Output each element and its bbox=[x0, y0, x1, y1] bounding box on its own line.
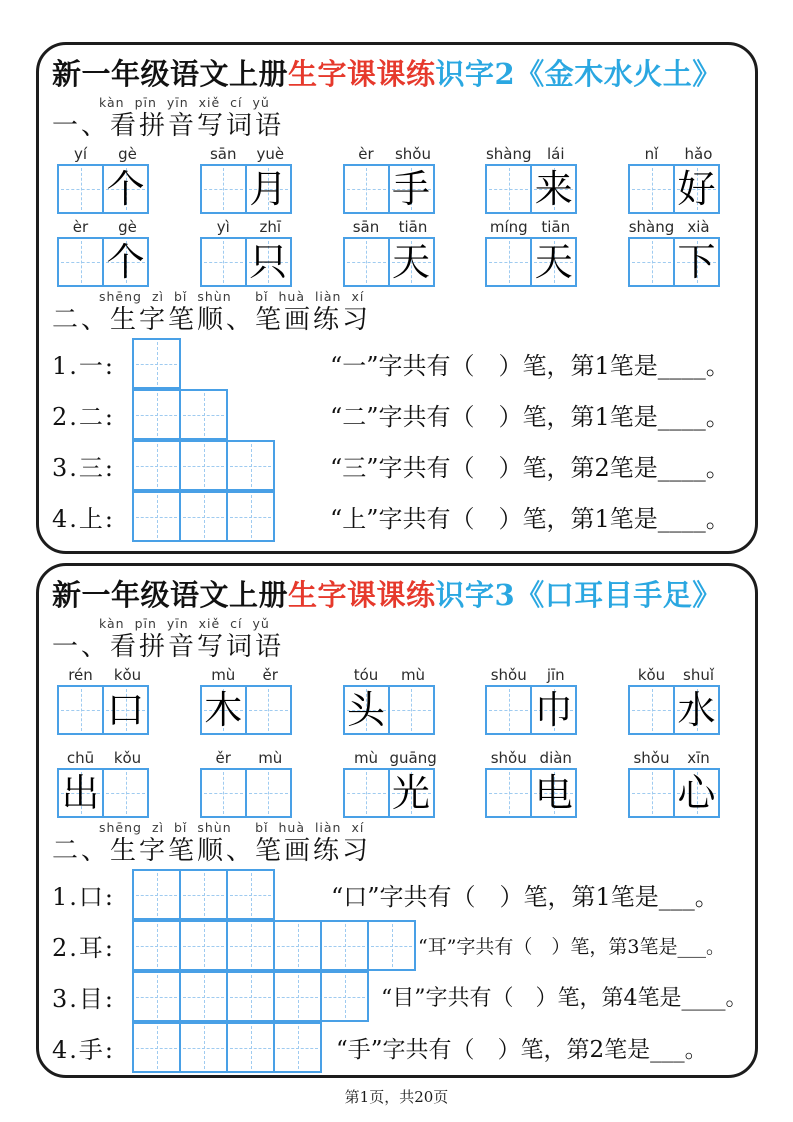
practice-row bbox=[52, 440, 755, 491]
tianzige-box bbox=[57, 768, 104, 818]
character-glyph: 光 bbox=[391, 771, 430, 815]
pinyin-syllable: yuè bbox=[256, 145, 285, 163]
word-item bbox=[628, 748, 722, 818]
word-pinyin bbox=[628, 217, 722, 237]
tianzige-box bbox=[200, 768, 247, 818]
tianzige-box bbox=[132, 440, 181, 491]
practice-row bbox=[52, 869, 755, 920]
word-pinyin bbox=[200, 748, 294, 768]
word-pinyin bbox=[57, 217, 151, 237]
pinyin-syllable: jīn bbox=[546, 666, 565, 684]
word-item bbox=[343, 217, 437, 287]
word-item bbox=[485, 748, 579, 818]
tianzige-box bbox=[388, 768, 435, 818]
tianzige-box bbox=[628, 237, 675, 287]
tianzige-box bbox=[132, 971, 181, 1022]
tianzige-box bbox=[132, 491, 181, 542]
word-item bbox=[57, 665, 151, 735]
word-grid-row bbox=[57, 748, 722, 818]
practice-row bbox=[52, 491, 755, 542]
character-grid-pair bbox=[57, 237, 151, 287]
tianzige-box bbox=[673, 685, 720, 735]
word-grid-row bbox=[57, 217, 722, 287]
practice-label: 2.二: bbox=[52, 403, 115, 431]
tianzige-box bbox=[673, 237, 720, 287]
practice-row bbox=[52, 1022, 755, 1073]
tianzige-box bbox=[530, 685, 577, 735]
word-pinyin bbox=[57, 144, 151, 164]
word-pinyin bbox=[485, 144, 579, 164]
practice-grid bbox=[132, 920, 416, 971]
tianzige-box bbox=[273, 920, 322, 971]
title-segment-cyan: 识字3《口耳目手足》 bbox=[435, 578, 722, 612]
pinyin-syllable: míng bbox=[489, 218, 528, 236]
word-pinyin bbox=[628, 144, 722, 164]
tianzige-box bbox=[673, 768, 720, 818]
pinyin-syllable: mù bbox=[353, 749, 379, 767]
pinyin-syllable: xīn bbox=[687, 749, 710, 767]
character-glyph: 水 bbox=[677, 688, 716, 732]
tianzige-box bbox=[226, 971, 275, 1022]
tianzige-box bbox=[245, 237, 292, 287]
pinyin-syllable: tiān bbox=[398, 218, 428, 236]
section2-pinyin-label: shēng zì bǐ shùn bǐ huà liàn xí bbox=[99, 820, 365, 835]
section1-heading: 一、看拼音写词语 bbox=[52, 632, 285, 662]
tianzige-box bbox=[200, 685, 247, 735]
character-grid-pair bbox=[57, 164, 151, 214]
word-item bbox=[200, 748, 294, 818]
character-glyph: 巾 bbox=[534, 688, 573, 732]
pinyin-syllable: kǒu bbox=[637, 666, 666, 684]
word-pinyin bbox=[628, 665, 722, 685]
practice-row bbox=[52, 971, 755, 1022]
tianzige-box bbox=[367, 920, 416, 971]
pinyin-syllable: sān bbox=[209, 145, 237, 163]
pinyin-syllable: mù bbox=[258, 749, 283, 767]
word-item bbox=[628, 217, 722, 287]
tianzige-box bbox=[57, 164, 104, 214]
character-glyph: 个 bbox=[106, 167, 145, 211]
practice-question: “口”字共有（ ）笔，第1笔是___。 bbox=[331, 883, 719, 911]
word-item bbox=[343, 748, 437, 818]
character-glyph: 手 bbox=[391, 167, 430, 211]
pinyin-syllable: shǒu bbox=[394, 145, 431, 163]
character-glyph: 电 bbox=[534, 771, 573, 815]
character-grid-pair bbox=[200, 685, 294, 735]
character-grid-pair bbox=[485, 685, 579, 735]
character-glyph: 来 bbox=[534, 167, 573, 211]
word-pinyin bbox=[57, 665, 151, 685]
character-glyph: 月 bbox=[249, 167, 288, 211]
pinyin-syllable: guāng bbox=[389, 749, 437, 767]
tianzige-box bbox=[132, 338, 181, 389]
tianzige-box bbox=[200, 237, 247, 287]
pinyin-syllable: shǒu bbox=[633, 749, 670, 767]
tianzige-box bbox=[179, 869, 228, 920]
tianzige-box bbox=[485, 237, 532, 287]
tianzige-box bbox=[320, 971, 369, 1022]
tianzige-box bbox=[628, 164, 675, 214]
tianzige-box bbox=[273, 1022, 322, 1073]
practice-question: “三”字共有（ ）笔，第2笔是____。 bbox=[330, 454, 730, 482]
character-glyph: 木 bbox=[204, 688, 243, 732]
word-item bbox=[200, 144, 294, 214]
tianzige-box bbox=[102, 768, 149, 818]
practice-label: 2.耳: bbox=[52, 934, 115, 962]
word-item bbox=[628, 144, 722, 214]
practice-list bbox=[52, 338, 755, 542]
practice-grid bbox=[132, 971, 369, 1022]
pinyin-syllable: ěr bbox=[262, 666, 278, 684]
character-grid-pair bbox=[628, 237, 722, 287]
word-item bbox=[485, 665, 579, 735]
practice-grid bbox=[132, 1022, 322, 1073]
tianzige-box bbox=[343, 768, 390, 818]
practice-question: “耳”字共有（ ）笔，第3笔是___。 bbox=[418, 936, 726, 958]
practice-grid bbox=[132, 869, 275, 920]
practice-question: “目”字共有（ ）笔，第4笔是____。 bbox=[381, 986, 748, 1011]
tianzige-box bbox=[530, 164, 577, 214]
tianzige-box bbox=[388, 685, 435, 735]
word-pinyin bbox=[485, 217, 579, 237]
character-glyph: 出 bbox=[61, 771, 100, 815]
practice-question: “一”字共有（ ）笔，第1笔是____。 bbox=[330, 352, 730, 380]
tianzige-box bbox=[343, 164, 390, 214]
section1-pinyin-label: kàn pīn yīn xiě cí yǔ bbox=[99, 616, 270, 631]
pinyin-syllable: ěr bbox=[215, 749, 231, 767]
worksheet-card-1 bbox=[36, 42, 758, 554]
practice-grid bbox=[132, 338, 181, 389]
pinyin-syllable: shàng bbox=[485, 145, 532, 163]
tianzige-box bbox=[226, 920, 275, 971]
character-grid-pair bbox=[57, 685, 151, 735]
section2-heading: 二、生字笔顺、笔画练习 bbox=[52, 305, 372, 335]
character-grid-pair bbox=[343, 237, 437, 287]
pinyin-syllable: rén bbox=[68, 666, 93, 684]
word-item bbox=[57, 144, 151, 214]
pinyin-syllable: nǐ bbox=[644, 145, 659, 163]
pinyin-syllable: zhī bbox=[259, 218, 282, 236]
word-pinyin bbox=[343, 665, 437, 685]
tianzige-box bbox=[388, 237, 435, 287]
pinyin-syllable: diàn bbox=[539, 749, 572, 767]
character-glyph: 下 bbox=[677, 240, 716, 284]
word-pinyin bbox=[57, 748, 151, 768]
pinyin-syllable: gè bbox=[118, 218, 137, 236]
practice-question: “上”字共有（ ）笔，第1笔是____。 bbox=[330, 505, 730, 533]
tianzige-box bbox=[57, 237, 104, 287]
page-footer: 第1页，共20页 bbox=[344, 1088, 449, 1106]
tianzige-box bbox=[343, 685, 390, 735]
practice-label: 1.一: bbox=[52, 352, 115, 380]
pinyin-syllable: mù bbox=[211, 666, 236, 684]
tianzige-box bbox=[102, 164, 149, 214]
tianzige-box bbox=[102, 237, 149, 287]
section1-heading: 一、看拼音写词语 bbox=[52, 111, 285, 141]
character-grid-pair bbox=[200, 768, 294, 818]
tianzige-box bbox=[226, 440, 275, 491]
word-pinyin bbox=[485, 665, 579, 685]
tianzige-box bbox=[530, 768, 577, 818]
character-grid-pair bbox=[200, 164, 294, 214]
pinyin-syllable: shǒu bbox=[490, 749, 527, 767]
practice-row bbox=[52, 920, 755, 971]
tianzige-box bbox=[132, 920, 181, 971]
character-grid-pair bbox=[200, 237, 294, 287]
practice-row bbox=[52, 389, 755, 440]
tianzige-box bbox=[132, 869, 181, 920]
title-segment-cyan: 识字2《金木水火土》 bbox=[435, 57, 722, 91]
word-pinyin bbox=[628, 748, 722, 768]
word-pinyin bbox=[200, 665, 294, 685]
word-pinyin bbox=[343, 748, 437, 768]
character-glyph: 头 bbox=[346, 688, 385, 732]
practice-grid bbox=[132, 389, 228, 440]
character-grid-pair bbox=[485, 164, 579, 214]
tianzige-box bbox=[57, 685, 104, 735]
tianzige-box bbox=[179, 389, 228, 440]
practice-question: “二”字共有（ ）笔，第1笔是____。 bbox=[330, 403, 730, 431]
character-grid-pair bbox=[628, 685, 722, 735]
title-segment-black: 新一年级语文上册 bbox=[52, 578, 289, 612]
tianzige-box bbox=[245, 685, 292, 735]
pinyin-syllable: kǒu bbox=[113, 749, 142, 767]
pinyin-syllable: tóu bbox=[353, 666, 379, 684]
title-segment-red: 生字课课练 bbox=[288, 578, 436, 612]
word-item bbox=[485, 144, 579, 214]
word-pinyin bbox=[485, 748, 579, 768]
pinyin-syllable: hǎo bbox=[684, 145, 713, 163]
tianzige-box bbox=[179, 920, 228, 971]
practice-label: 1.口: bbox=[52, 883, 115, 911]
practice-grid bbox=[132, 491, 275, 542]
tianzige-box bbox=[273, 971, 322, 1022]
tianzige-box bbox=[388, 164, 435, 214]
tianzige-box bbox=[226, 869, 275, 920]
character-grid-pair bbox=[57, 768, 151, 818]
card-title bbox=[52, 576, 755, 614]
pinyin-syllable: èr bbox=[358, 145, 374, 163]
pinyin-syllable: lái bbox=[546, 145, 565, 163]
tianzige-box bbox=[485, 685, 532, 735]
character-grid-pair bbox=[343, 164, 437, 214]
pinyin-syllable: chū bbox=[66, 749, 95, 767]
word-grid-row bbox=[57, 144, 722, 214]
pinyin-syllable: shǒu bbox=[490, 666, 527, 684]
character-glyph: 只 bbox=[249, 240, 288, 284]
tianzige-box bbox=[245, 164, 292, 214]
tianzige-box bbox=[200, 164, 247, 214]
practice-label: 3.三: bbox=[52, 454, 115, 482]
character-glyph: 口 bbox=[106, 688, 145, 732]
title-segment-red: 生字课课练 bbox=[288, 57, 436, 91]
pinyin-syllable: mù bbox=[400, 666, 426, 684]
tianzige-box bbox=[179, 1022, 228, 1073]
pinyin-syllable: yí bbox=[73, 145, 88, 163]
word-item bbox=[343, 665, 437, 735]
character-glyph: 心 bbox=[677, 771, 716, 815]
tianzige-box bbox=[485, 164, 532, 214]
word-item bbox=[628, 665, 722, 735]
character-glyph: 天 bbox=[534, 240, 573, 284]
character-glyph: 个 bbox=[106, 240, 145, 284]
word-item bbox=[485, 217, 579, 287]
section2-heading: 二、生字笔顺、笔画练习 bbox=[52, 836, 372, 866]
practice-label: 4.上: bbox=[52, 505, 115, 533]
tianzige-box bbox=[628, 768, 675, 818]
tianzige-box bbox=[102, 685, 149, 735]
title-segment-black: 新一年级语文上册 bbox=[52, 57, 289, 91]
word-item bbox=[57, 748, 151, 818]
pinyin-syllable: yì bbox=[216, 218, 230, 236]
pinyin-syllable: kǒu bbox=[113, 666, 142, 684]
word-pinyin bbox=[200, 144, 294, 164]
pinyin-syllable: gè bbox=[118, 145, 137, 163]
practice-question: “手”字共有（ ）笔，第2笔是___。 bbox=[336, 1037, 708, 1063]
character-glyph: 好 bbox=[677, 167, 716, 211]
word-pinyin bbox=[343, 217, 437, 237]
word-item bbox=[343, 144, 437, 214]
worksheet-card-2 bbox=[36, 563, 758, 1078]
practice-grid bbox=[132, 440, 275, 491]
word-pinyin bbox=[343, 144, 437, 164]
tianzige-box bbox=[673, 164, 720, 214]
tianzige-box bbox=[485, 768, 532, 818]
practice-list bbox=[52, 869, 755, 1073]
pinyin-syllable: tiān bbox=[541, 218, 571, 236]
tianzige-box bbox=[530, 237, 577, 287]
tianzige-box bbox=[226, 1022, 275, 1073]
character-grid-pair bbox=[628, 768, 722, 818]
word-pinyin bbox=[200, 217, 294, 237]
section1-pinyin-label: kàn pīn yīn xiě cí yǔ bbox=[99, 95, 270, 110]
tianzige-box bbox=[179, 491, 228, 542]
tianzige-box bbox=[226, 491, 275, 542]
practice-row bbox=[52, 338, 755, 389]
character-grid-pair bbox=[485, 237, 579, 287]
character-grid-pair bbox=[343, 768, 437, 818]
tianzige-box bbox=[245, 768, 292, 818]
pinyin-syllable: xià bbox=[687, 218, 710, 236]
tianzige-box bbox=[179, 971, 228, 1022]
character-glyph: 天 bbox=[391, 240, 430, 284]
pinyin-syllable: shuǐ bbox=[683, 666, 714, 684]
word-item bbox=[57, 217, 151, 287]
tianzige-box bbox=[628, 685, 675, 735]
tianzige-box bbox=[320, 920, 369, 971]
character-grid-pair bbox=[485, 768, 579, 818]
pinyin-syllable: èr bbox=[72, 218, 89, 236]
practice-label: 4.手: bbox=[52, 1036, 115, 1064]
tianzige-box bbox=[132, 389, 181, 440]
tianzige-box bbox=[132, 1022, 181, 1073]
tianzige-box bbox=[179, 440, 228, 491]
card-title bbox=[52, 55, 755, 93]
section2-pinyin-label: shēng zì bǐ shùn bǐ huà liàn xí bbox=[99, 289, 365, 304]
pinyin-syllable: sān bbox=[352, 218, 380, 236]
character-grid-pair bbox=[628, 164, 722, 214]
character-grid-pair bbox=[343, 685, 437, 735]
word-grid-row bbox=[57, 665, 722, 735]
tianzige-box bbox=[343, 237, 390, 287]
pinyin-syllable: shàng bbox=[628, 218, 675, 236]
practice-label: 3.目: bbox=[52, 985, 115, 1013]
word-item bbox=[200, 217, 294, 287]
word-item bbox=[200, 665, 294, 735]
